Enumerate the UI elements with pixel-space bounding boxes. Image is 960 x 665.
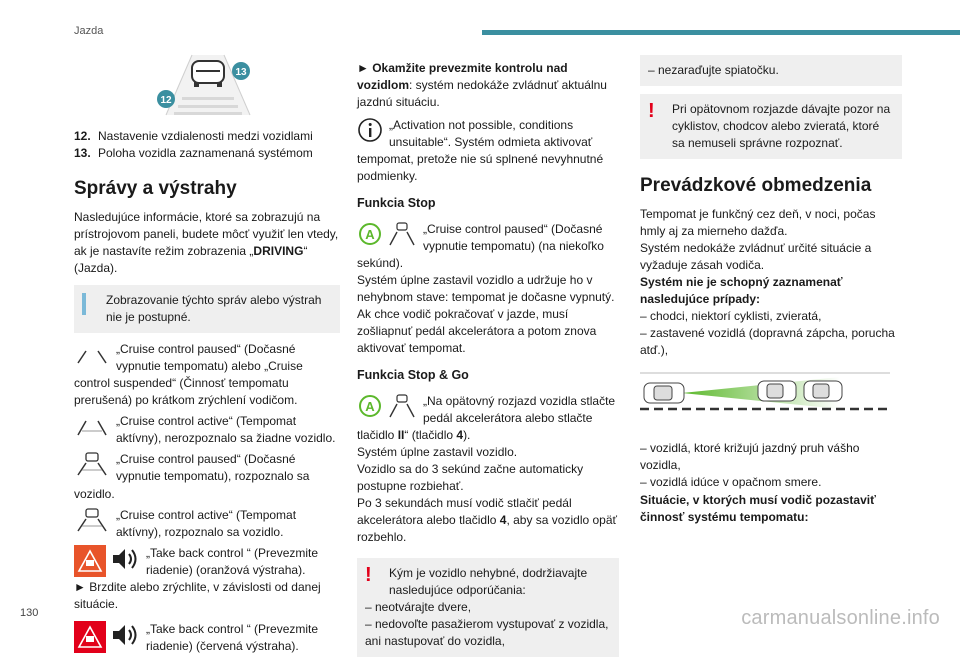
message-item: „Cruise control paused“ (Dočasné vypnutie tempomatu), rozpoznalo sa vozidlo. — [74, 452, 310, 501]
info-note: Zobrazovanie týchto správ alebo výstrah nie je postupné. — [74, 285, 340, 333]
svg-text:A: A — [365, 398, 375, 414]
warning-note-continued — [640, 55, 902, 86]
sound-icon — [110, 621, 140, 649]
message-item: „Activation not possible, conditions unsuitable“. Systém odmieta aktivovať tempomat, pretože nie sú splnené nevyhnutné podmienky. — [357, 118, 604, 184]
lane-lines-icon — [74, 341, 110, 367]
warning-note: ! Pri opätovnom rozjazde dávajte pozor na cyklistov, chodcov alebo zvieratá, ktoré sa nemuseli správne rozpoznať. — [640, 94, 902, 159]
car-road-icon — [74, 451, 110, 477]
cruise-a-green-icon — [357, 393, 383, 419]
car-road-icon — [74, 507, 110, 533]
list-item: – vozidlá idúce v opačnom smere. — [640, 475, 822, 490]
stopgo-text: Systém úplne zastavil vozidlo. — [357, 445, 518, 460]
svg-text:A: A — [365, 226, 375, 242]
paragraph-bold: Systém nie je schopný zaznamenať nasledujúce prípady: — [640, 275, 843, 307]
section-title: Správy a výstrahy — [74, 178, 237, 200]
car-icon — [644, 383, 684, 403]
stopped-vehicles-illustration — [640, 369, 890, 429]
list-item: – vozidlá, ktoré križujú jazdný pruh vášho vozidla, — [640, 441, 860, 473]
sound-icon — [110, 545, 140, 573]
message-item: „Cruise control paused“ (Dočasné vypnutie tempomatu) alebo „Cruise control suspended“ (Činnosť tempomatu prerušená) po krátkom zrýchlení vodičom. — [74, 342, 303, 408]
column-3 — [640, 55, 902, 526]
header-title: Jazda — [74, 25, 104, 37]
action-text: ► Brzdite alebo zrýchlite, v závislosti od danej situácie. — [74, 579, 321, 611]
label-12: 12 — [160, 95, 172, 106]
road-distance-illustration — [74, 55, 340, 117]
car-road-icon — [387, 221, 417, 247]
car-front-icon — [192, 61, 224, 87]
message-item: „Take back control “ (Prevezmite riadenie) (červená výstraha). — [74, 621, 340, 655]
stopgo-text: Vozidlo sa do 3 sekúnd začne automaticky postupne rozbiehať. — [357, 462, 584, 494]
column-1 — [74, 55, 340, 655]
road-icon — [74, 413, 110, 439]
list-item: – nezaraďujte spiatočku. — [648, 63, 779, 77]
column-2 — [357, 60, 619, 665]
paragraph: Systém nedokáže zvládnuť určité situácie a vyžaduje zásah vodiča. — [640, 241, 872, 273]
list-item: – chodci, niektorí cyklisti, zvieratá, — [640, 309, 822, 324]
list-item: – neotvárajte dvere, — [365, 600, 472, 615]
stopped-car-icon — [804, 381, 842, 401]
warning-triangle-red-icon — [74, 621, 106, 653]
label-13: 13 — [235, 67, 247, 78]
message-item: „Cruise control active“ (Tempomat aktívny), nerozpoznalo sa žiadne vozidlo. — [74, 413, 340, 447]
list-item: – zastavené vozidlá (dopravná zápcha, porucha atď.), — [640, 326, 895, 358]
warning-exclamation-icon: ! — [365, 564, 372, 587]
stopped-car-icon — [758, 381, 796, 401]
stop-text: Systém úplne zastavil vozidlo a udržuje ho v nehybnom stave: tempomat je dočasne vypnutý. Ak chce vodič pokračovať v jazde, musí zošliapnuť pedál akcelerátora a potom znova aktivovať tempomat. — [357, 273, 615, 356]
list-item: 12. Nastavenie vzdialenosti medzi vozidlami — [74, 129, 313, 144]
info-circle-icon — [357, 117, 383, 143]
warning-exclamation-icon: ! — [648, 100, 655, 123]
warning-note: ! Kým je vozidlo nehybné, dodržiavajte nasledujúce odporúčania: – neotvárajte dvere, – nedovoľte pasažierom vystupovať z vozidla, ani nastupovať do vozidla, — [357, 558, 619, 657]
watermark: carmanualsonline.info — [741, 606, 940, 629]
message-item: „Cruise control active“ (Tempomat aktívny), rozpoznalo sa vozidlo. — [74, 507, 340, 541]
subsection-title: Funkcia Stop & Go — [357, 368, 469, 383]
paragraph-bold: Situácie, v ktorých musí vodič pozastaviť činnosť systému tempomatu: — [640, 492, 876, 524]
subsection-title: Funkcia Stop — [357, 196, 436, 211]
warning-triangle-orange-icon — [74, 545, 106, 577]
takeover-paragraph: ► Okamžite prevezmite kontrolu nad vozidlom: systém nedokáže zvládnuť aktuálnu jazdnú situáciu. — [357, 61, 607, 110]
section-title: Prevádzkové obmedzenia — [640, 175, 872, 197]
cruise-a-green-icon — [357, 221, 383, 247]
page-number: 130 — [20, 607, 39, 620]
stopgo-text: Po 3 sekundách musí vodič stlačiť pedál akcelerátora alebo tlačidlo 4, aby sa vozidlo opäť rozbehlo. — [357, 496, 618, 545]
message-item: „Take back control “ (Prevezmite riadenie) (oranžová výstraha). — [74, 545, 340, 579]
list-item: – nedovoľte pasažierom vystupovať z vozidla, ani nastupovať do vozidla, — [365, 617, 609, 649]
message-item: A „Na opätovný rozjazd vozidla stlačte pedál akcelerátora alebo stlačte tlačidlo II“ (tlačidlo 4). — [357, 393, 616, 443]
header-accent-bar — [482, 30, 960, 35]
intro-paragraph: Nasledujúce informácie, ktoré sa zobrazujú na prístrojovom paneli, budete môcť využiť len vtedy, ak je nastavíte režim zobrazenia „DRIVING“ (Jazda). — [74, 210, 339, 276]
message-item: A „Cruise control paused“ (Dočasné vypnutie tempomatu) (na niekoľko sekúnd). — [357, 221, 604, 271]
car-road-icon — [387, 393, 417, 419]
info-icon — [82, 293, 86, 320]
paragraph: Tempomat je funkčný cez deň, v noci, počas hmly aj za mierneho dažďa. — [640, 207, 876, 239]
list-item: 13. Poloha vozidla zaznamenaná systémom — [74, 146, 313, 161]
